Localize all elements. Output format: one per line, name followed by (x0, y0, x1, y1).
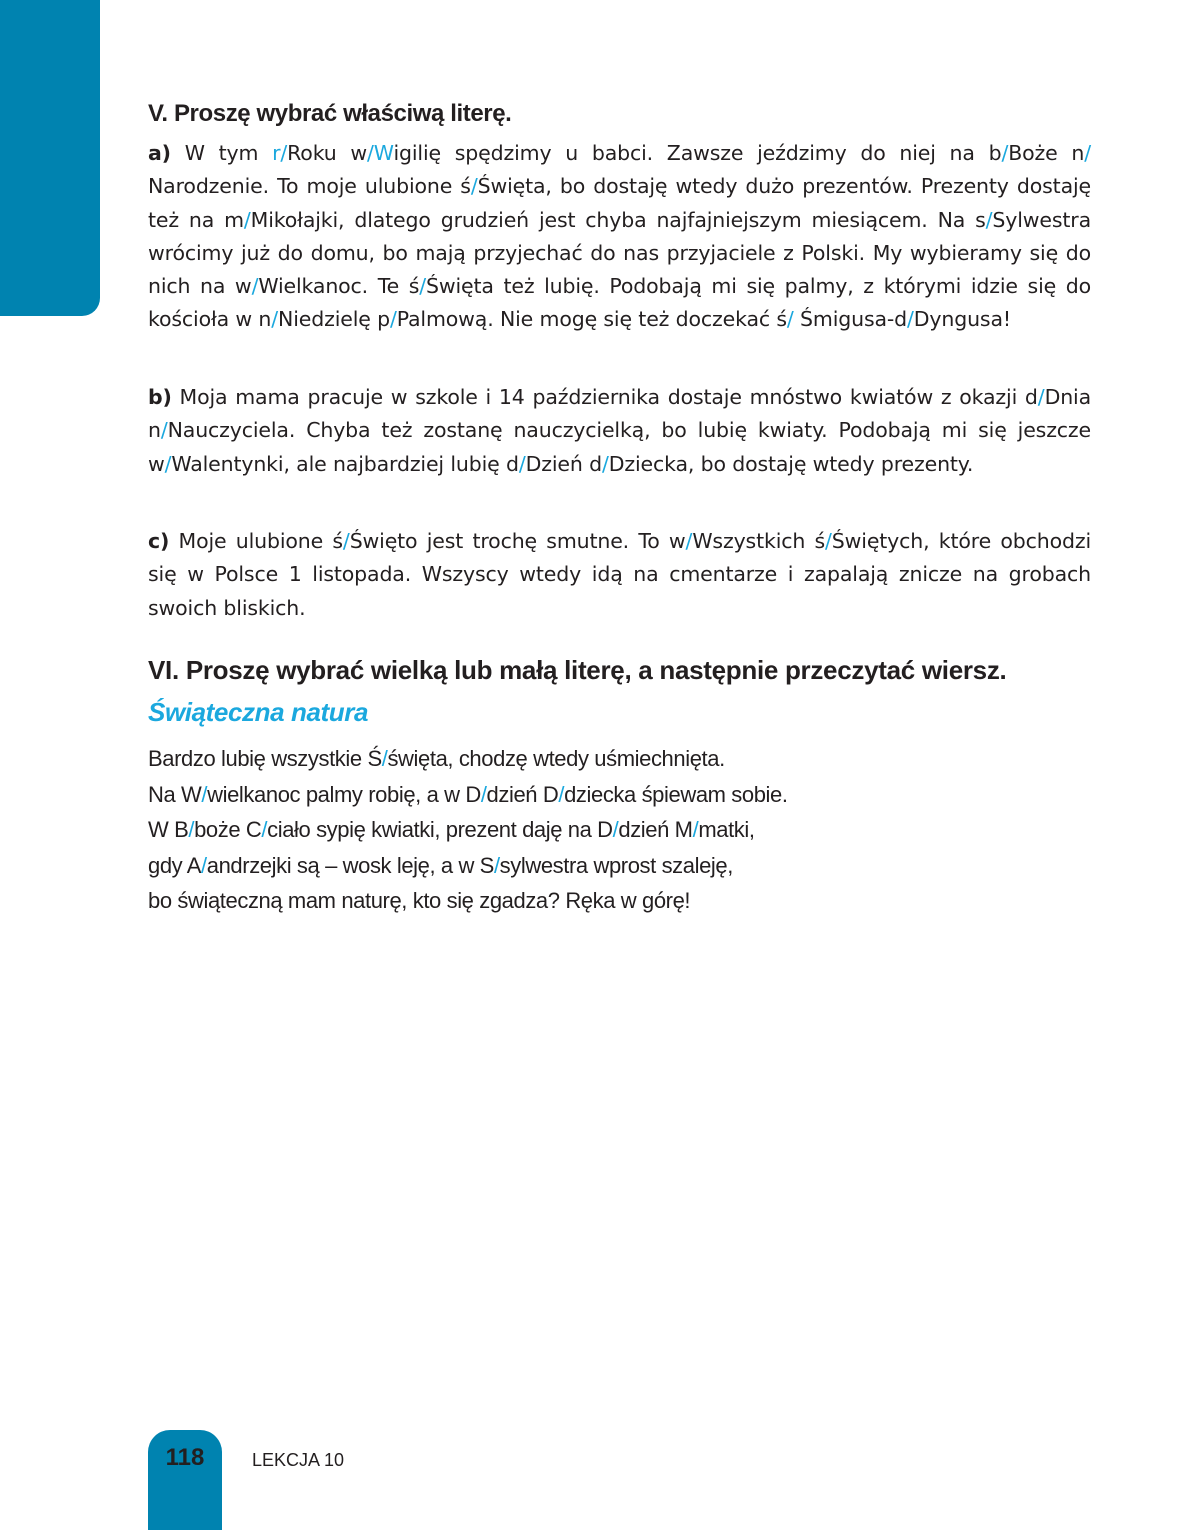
poem-text: bo świąteczną mam naturę, kto się zgadza? Ręka w górę! (148, 888, 691, 913)
poem-text: boże C (194, 817, 262, 842)
text-segment: Dnia n (148, 385, 1091, 443)
text-segment: Palmową. Nie mogę się też doczekać ś (396, 307, 787, 332)
paragraph-c-text (148, 529, 1091, 620)
poem-text: matki, (698, 817, 755, 842)
accent-choice: / (470, 174, 478, 199)
poem-text: dzień D (486, 781, 559, 807)
accent-choice: / (825, 529, 832, 553)
accent-choice: / (685, 529, 693, 553)
poem-text: wielkanoc palmy robię, a w D (207, 781, 481, 807)
text-segment: Moje ulubione ś (169, 529, 343, 553)
text-segment: Świętych, które obchodzi się w Polsce 1 listopada. Wszyscy wtedy idą na cmentarze i zapalają znicze na grobach swoich bliskich. (148, 529, 1091, 620)
text-segment: Nauczyciela. Chyba też zostanę nauczycielką, bo lubię kwiaty. Podobają mi się jeszcze w (148, 418, 1091, 476)
page-number-badge (148, 1430, 222, 1530)
paragraph-a (148, 137, 1091, 337)
poem-line (148, 848, 1091, 884)
text-segment: igilię spędzimy u babci. Zawsze jeździmy do niej na b (393, 141, 1002, 165)
poem-title: Świąteczna natura (148, 697, 369, 727)
poem-text: dziecka śpiewam sobie. (564, 781, 788, 807)
poem-text: andrzejki są – wosk leję, a w S (206, 852, 494, 878)
label-b: b) (148, 385, 172, 409)
accent-slash: / (493, 852, 500, 878)
accent-choice: / (342, 529, 350, 553)
accent-choice: / (601, 451, 609, 476)
text-segment: Święta też lubię. Podobają mi się palmy, z którymi idzie się do kościoła w n (148, 274, 1091, 332)
accent-slash: / (188, 817, 195, 842)
paragraph-b-text (148, 385, 1091, 476)
accent-choice: / (243, 207, 251, 232)
section-v-title: V. Proszę wybrać właściwą literę. (148, 100, 512, 127)
text-segment: Dyngusa! (913, 307, 1011, 332)
text-segment: Niedzielę p (278, 307, 390, 332)
poem-line (148, 777, 1091, 813)
poem-line (148, 883, 1091, 919)
lesson-label: LEKCJA 10 (252, 1450, 345, 1470)
poem-text: gdy A (148, 852, 202, 878)
accent-choice: / (164, 451, 172, 476)
text-segment: Roku w (287, 141, 368, 165)
accent-choice: / (367, 141, 374, 165)
accent-choice: / (1001, 141, 1009, 165)
accent-slash: / (261, 817, 268, 842)
accent-choice: / (419, 274, 427, 299)
accent-slash: / (201, 852, 207, 878)
text-segment: Walentynki, ale najbardziej lubię d (171, 451, 519, 476)
poem-text: święta, chodzę wtedy uśmiechnięta. (387, 746, 725, 771)
page-number: 118 (165, 1444, 205, 1471)
poem (148, 741, 1091, 919)
accent-choice: / (1037, 385, 1045, 409)
section-vi-title: VI. Proszę wybrać wielką lub małą literę, a następnie przeczytać wiersz. (148, 655, 1007, 685)
text-segment: Wielkanoc. Te ś (258, 274, 420, 299)
label-c: c) (148, 529, 170, 553)
accent-choice: / (389, 307, 397, 332)
text-segment: Sylwestra wrócimy już do domu, bo mają przyjechać do nas przyjaciele z Polski. My wybieramy się do nich na w (148, 207, 1091, 299)
text-segment: Święta, bo dostaję wtedy dużo prezentów. Prezenty dostaję też na m (148, 174, 1091, 232)
accent-choice: / (160, 418, 168, 443)
accent-slash: / (692, 817, 699, 842)
text-segment: Dzień d (525, 451, 602, 476)
accent-slash: / (558, 781, 565, 807)
poem-text: Bardzo lubię wszystkie Ś (148, 746, 382, 771)
accent-slash: / (381, 746, 388, 771)
text-segment: Moja mama pracuje w szkole i 14 października dostaje mnóstwo kwiatów z okazji d (171, 385, 1038, 409)
accent-choice: / (271, 307, 279, 332)
poem-text: W B (148, 817, 189, 842)
poem-text: dzień M (618, 817, 693, 842)
label-a: a) (148, 141, 171, 165)
text-segment: Śmigusa-d (793, 307, 907, 332)
text-segment: Wszystkich ś (692, 529, 826, 553)
accent-choice: r (272, 141, 281, 165)
paragraph-a-text (148, 141, 1091, 331)
accent-choice: / (251, 274, 259, 299)
side-tab-decoration (0, 0, 100, 316)
paragraph-b (148, 381, 1091, 481)
accent-slash: / (480, 781, 487, 807)
poem-text: ciało sypię kwiatki, prezent daję na D (267, 817, 613, 842)
accent-choice: / (1084, 141, 1091, 165)
poem-text: Na W (148, 781, 202, 807)
accent-choice: / (786, 307, 794, 332)
poem-line (148, 812, 1091, 848)
text-segment: Święto jest trochę smutne. To w (349, 529, 686, 553)
text-segment: Narodzenie. To moje ulubione ś (148, 174, 471, 199)
accent-choice: / (518, 451, 526, 476)
accent-slash: / (612, 817, 619, 842)
accent-choice: / (280, 141, 288, 165)
poem-line (148, 741, 1091, 777)
accent-choice: / (985, 207, 993, 232)
text-segment: W tym (170, 141, 273, 165)
accent-choice: W (373, 141, 394, 165)
paragraph-c (148, 525, 1091, 625)
text-segment: Mikołajki, dlatego grudzień jest chyba najfajniejszym miesiącem. Na s (250, 207, 986, 232)
accent-slash: / (201, 781, 208, 807)
text-segment: Boże n (1008, 141, 1085, 165)
accent-choice: / (907, 307, 914, 332)
text-segment: Dziecka, bo dostaję wtedy prezenty. (608, 451, 974, 476)
poem-text: sylwestra wprost szaleję, (499, 852, 733, 878)
